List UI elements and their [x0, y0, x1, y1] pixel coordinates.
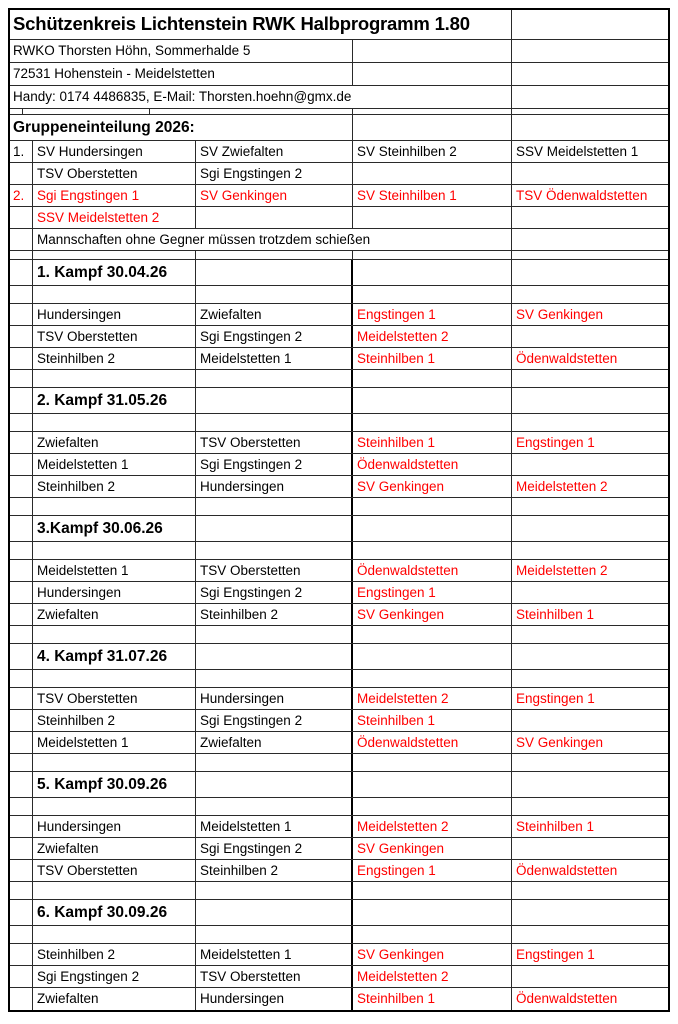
empty-cell	[353, 40, 512, 62]
kampf-title: 3.Kampf 30.06.26	[33, 516, 196, 541]
empty-cell	[196, 798, 353, 815]
grouping-heading: Gruppeneinteilung 2026:	[10, 115, 353, 140]
empty-cell	[353, 900, 512, 925]
kampf-title-row	[10, 644, 668, 670]
match-row	[10, 944, 668, 966]
empty-cell	[10, 476, 33, 497]
document-title: Schützenkreis Lichtenstein RWK Halbprogramm 1.80	[10, 10, 512, 39]
empty-cell	[33, 926, 196, 943]
team-cell	[353, 207, 512, 228]
team-cell: Steinhilben 2	[33, 348, 196, 369]
team-cell: Hundersingen	[196, 988, 353, 1010]
team-cell: Steinhilben 2	[196, 860, 353, 881]
team-cell: SV Zwiefalten	[196, 141, 353, 162]
match-row	[10, 860, 668, 882]
kampf-title-row	[10, 260, 668, 286]
empty-cell	[33, 286, 196, 303]
spacer-row	[10, 370, 668, 388]
match-row	[10, 582, 668, 604]
match-row	[10, 710, 668, 732]
empty-cell	[512, 10, 668, 39]
spacer-row	[10, 286, 668, 304]
empty-cell	[353, 109, 512, 114]
spacer-row	[10, 542, 668, 560]
empty-cell	[353, 370, 512, 387]
contact-row	[10, 63, 668, 86]
team-cell: TSV Oberstetten	[196, 560, 353, 581]
empty-cell	[512, 772, 668, 797]
empty-cell	[512, 498, 668, 515]
team-cell	[512, 838, 668, 859]
team-cell: Hundersingen	[33, 582, 196, 603]
spacer-row	[10, 798, 668, 816]
empty-cell	[353, 286, 512, 303]
group-number	[10, 207, 33, 228]
empty-cell	[10, 860, 33, 881]
team-cell: Hundersingen	[196, 476, 353, 497]
team-cell: SV Genkingen	[196, 185, 353, 206]
team-cell	[512, 454, 668, 475]
team-cell: Steinhilben 1	[353, 432, 512, 453]
team-cell: Meidelstetten 2	[353, 816, 512, 837]
empty-cell	[10, 260, 33, 285]
match-row	[10, 476, 668, 498]
empty-cell	[33, 798, 196, 815]
empty-cell	[196, 644, 353, 669]
empty-cell	[10, 688, 33, 709]
team-cell: Sgi Engstingen 2	[196, 163, 353, 184]
empty-cell	[353, 498, 512, 515]
empty-cell	[10, 498, 33, 515]
empty-cell	[10, 286, 33, 303]
team-cell	[512, 582, 668, 603]
team-cell: Ödenwaldstetten	[516, 991, 618, 1007]
empty-cell	[512, 370, 668, 387]
empty-cell	[196, 926, 353, 943]
empty-cell	[10, 966, 33, 987]
empty-cell	[10, 926, 33, 943]
spacer-row	[10, 251, 668, 260]
team-cell: Meidelstetten 1	[196, 816, 353, 837]
empty-cell	[10, 326, 33, 347]
empty-cell	[10, 582, 33, 603]
empty-cell	[512, 798, 668, 815]
team-cell: TSV Oberstetten	[33, 163, 196, 184]
team-cell: Steinhilben 2	[33, 710, 196, 731]
contact-phone-email: Handy: 0174 4486835, E-Mail: Thorsten.hoehn@gmx.de	[10, 86, 512, 108]
empty-cell	[10, 670, 33, 687]
match-row	[10, 604, 668, 626]
team-cell	[512, 966, 668, 987]
team-cell: Zwiefalten	[33, 604, 196, 625]
empty-cell	[353, 251, 512, 259]
empty-cell	[512, 542, 668, 559]
team-cell: TSV Oberstetten	[33, 860, 196, 881]
empty-cell	[10, 988, 33, 1010]
team-cell: TSV Oberstetten	[33, 688, 196, 709]
team-cell: Engstingen 1	[516, 434, 595, 450]
team-cell: Meidelstetten 2	[516, 478, 608, 494]
empty-cell	[512, 40, 668, 62]
empty-cell	[10, 900, 33, 925]
empty-cell	[353, 516, 512, 541]
empty-cell	[512, 388, 668, 413]
team-cell: Meidelstetten 1	[196, 944, 353, 965]
empty-cell	[196, 772, 353, 797]
empty-cell	[10, 251, 33, 259]
team-cell: Steinhilben 2	[33, 944, 196, 965]
team-cell: Steinhilben 2	[196, 604, 353, 625]
team-cell: Zwiefalten	[196, 732, 353, 753]
empty-cell	[512, 626, 668, 643]
kampf-title: 6. Kampf 30.09.26	[33, 900, 196, 925]
team-cell: Hundersingen	[196, 688, 353, 709]
team-cell: Sgi Engstingen 2	[33, 966, 196, 987]
schedule-table	[8, 8, 670, 1012]
empty-cell	[33, 370, 196, 387]
empty-cell	[33, 626, 196, 643]
empty-cell	[196, 370, 353, 387]
kampf-title: 5. Kampf 30.09.26	[33, 772, 196, 797]
team-cell: SV Genkingen	[353, 476, 512, 497]
team-cell: SV Genkingen	[353, 838, 512, 859]
empty-cell	[33, 498, 196, 515]
contact-row	[10, 86, 668, 109]
empty-cell	[512, 286, 668, 303]
team-cell: Sgi Engstingen 2	[196, 326, 353, 347]
spacer-row	[10, 670, 668, 688]
empty-cell	[196, 286, 353, 303]
team-cell: SV Genkingen	[353, 944, 512, 965]
team-cell: Meidelstetten 1	[33, 454, 196, 475]
empty-cell	[353, 644, 512, 669]
empty-cell	[353, 388, 512, 413]
match-row	[10, 688, 668, 710]
group-row	[10, 185, 668, 207]
team-cell: Meidelstetten 2	[353, 326, 512, 347]
team-cell: Ödenwaldstetten	[353, 560, 512, 581]
empty-cell	[512, 644, 668, 669]
team-cell: Ödenwaldstetten	[353, 732, 512, 753]
team-cell: Steinhilben 2	[33, 476, 196, 497]
empty-cell	[33, 882, 196, 899]
team-cell: TSV Oberstetten	[33, 326, 196, 347]
team-cell: Engstingen 1	[353, 582, 512, 603]
team-cell: Hundersingen	[33, 304, 196, 325]
empty-cell	[196, 542, 353, 559]
team-cell: Ödenwaldstetten	[353, 454, 512, 475]
empty-cell	[512, 670, 668, 687]
team-cell: TSV Oberstetten	[196, 966, 353, 987]
team-cell	[512, 326, 668, 347]
match-row	[10, 348, 668, 370]
team-cell: TSV Oberstetten	[196, 432, 353, 453]
team-cell	[353, 163, 512, 184]
empty-cell	[512, 86, 668, 108]
empty-cell	[33, 542, 196, 559]
team-cell: Sgi Engstingen 2	[196, 454, 353, 475]
empty-cell	[512, 900, 668, 925]
empty-cell	[196, 498, 353, 515]
empty-cell	[353, 772, 512, 797]
team-cell: Zwiefalten	[33, 432, 196, 453]
empty-cell	[23, 109, 150, 114]
empty-cell	[353, 926, 512, 943]
match-row	[10, 838, 668, 860]
group-number: 2.	[10, 185, 33, 206]
empty-cell	[10, 710, 33, 731]
kampf-title-row	[10, 772, 668, 798]
empty-cell	[33, 754, 196, 771]
empty-cell	[10, 516, 33, 541]
team-cell: SV Genkingen	[353, 604, 512, 625]
team-cell: Ödenwaldstetten	[516, 350, 618, 366]
kampf-title: 1. Kampf 30.04.26	[33, 260, 196, 285]
group-row	[10, 207, 668, 229]
empty-cell	[10, 798, 33, 815]
team-cell: Steinhilben 1	[516, 606, 595, 622]
team-cell: Sgi Engstingen 2	[196, 582, 353, 603]
note-text: Mannschaften ohne Gegner müssen trotzdem schießen	[33, 229, 512, 250]
team-cell: Meidelstetten 2	[353, 688, 512, 709]
contact-name: RWKO Thorsten Höhn, Sommerhalde 5	[10, 40, 353, 62]
team-cell: Steinhilben 1	[516, 818, 595, 834]
team-cell: Engstingen 1	[353, 304, 512, 325]
empty-cell	[196, 900, 353, 925]
empty-cell	[10, 432, 33, 453]
team-cell: SSV Meidelstetten 1	[516, 143, 639, 159]
team-cell: SV Steinhilben 1	[353, 185, 512, 206]
team-cell	[196, 207, 353, 228]
team-cell	[512, 163, 668, 184]
empty-cell	[196, 626, 353, 643]
match-row	[10, 454, 668, 476]
group-row	[10, 141, 668, 163]
empty-cell	[196, 260, 353, 285]
spacer-row	[10, 926, 668, 944]
team-cell: Zwiefalten	[196, 304, 353, 325]
team-cell: SV Steinhilben 2	[353, 141, 512, 162]
spacer-row	[10, 754, 668, 772]
empty-cell	[353, 798, 512, 815]
empty-cell	[10, 772, 33, 797]
empty-cell	[512, 926, 668, 943]
empty-cell	[353, 882, 512, 899]
empty-cell	[33, 414, 196, 431]
empty-cell	[512, 109, 668, 114]
team-cell: Meidelstetten 2	[516, 562, 608, 578]
team-cell: Ödenwaldstetten	[516, 862, 618, 878]
match-row	[10, 816, 668, 838]
team-cell: Steinhilben 1	[353, 710, 512, 731]
team-cell: Sgi Engstingen 1	[33, 185, 196, 206]
team-cell: Sgi Engstingen 2	[196, 710, 353, 731]
empty-cell	[196, 516, 353, 541]
team-cell: Zwiefalten	[33, 838, 196, 859]
empty-cell	[10, 454, 33, 475]
empty-cell	[10, 542, 33, 559]
empty-cell	[10, 388, 33, 413]
kampf-title: 2. Kampf 31.05.26	[33, 388, 196, 413]
team-cell: TSV Ödenwaldstetten	[516, 187, 648, 203]
group-number: 1.	[10, 141, 33, 162]
empty-cell	[10, 560, 33, 581]
team-cell: Meidelstetten 1	[33, 732, 196, 753]
empty-cell	[353, 754, 512, 771]
title-row	[10, 10, 668, 40]
empty-cell	[512, 251, 668, 259]
empty-cell	[10, 229, 33, 250]
team-cell: Zwiefalten	[33, 988, 196, 1010]
empty-cell	[10, 414, 33, 431]
empty-cell	[10, 348, 33, 369]
empty-cell	[512, 516, 668, 541]
empty-cell	[512, 115, 668, 140]
match-row	[10, 560, 668, 582]
team-cell: Engstingen 1	[516, 690, 595, 706]
empty-cell	[353, 260, 512, 285]
empty-cell	[353, 63, 512, 85]
match-row	[10, 326, 668, 348]
team-cell: Meidelstetten 2	[353, 966, 512, 987]
empty-cell	[150, 109, 353, 114]
contact-row	[10, 40, 668, 63]
empty-cell	[10, 109, 23, 114]
empty-cell	[196, 251, 353, 259]
empty-cell	[196, 414, 353, 431]
empty-cell	[10, 304, 33, 325]
team-cell: SSV Meidelstetten 2	[33, 207, 196, 228]
empty-cell	[10, 732, 33, 753]
spacer-row	[10, 626, 668, 644]
empty-cell	[196, 388, 353, 413]
kampf-title-row	[10, 516, 668, 542]
empty-cell	[10, 626, 33, 643]
team-cell: SV Genkingen	[516, 306, 604, 322]
empty-cell	[33, 251, 196, 259]
team-cell	[512, 207, 668, 228]
match-row	[10, 988, 668, 1010]
team-cell	[512, 710, 668, 731]
empty-cell	[353, 542, 512, 559]
empty-cell	[353, 626, 512, 643]
spacer-row	[10, 882, 668, 900]
kampf-title: 4. Kampf 31.07.26	[33, 644, 196, 669]
match-row	[10, 432, 668, 454]
group-row	[10, 163, 668, 185]
spacer-row	[10, 414, 668, 432]
empty-cell	[10, 944, 33, 965]
empty-cell	[512, 882, 668, 899]
empty-cell	[10, 838, 33, 859]
spacer-row	[10, 498, 668, 516]
team-cell: Engstingen 1	[516, 946, 595, 962]
kampf-title-row	[10, 388, 668, 414]
empty-cell	[10, 882, 33, 899]
match-row	[10, 732, 668, 754]
team-cell: Meidelstetten 1	[196, 348, 353, 369]
empty-cell	[10, 644, 33, 669]
empty-cell	[196, 754, 353, 771]
empty-cell	[10, 604, 33, 625]
empty-cell	[353, 414, 512, 431]
team-cell: Meidelstetten 1	[33, 560, 196, 581]
empty-cell	[512, 414, 668, 431]
team-cell: SV Genkingen	[516, 734, 604, 750]
empty-cell	[353, 670, 512, 687]
empty-cell	[512, 229, 668, 250]
team-cell: SV Hundersingen	[33, 141, 196, 162]
empty-cell	[512, 260, 668, 285]
empty-cell	[10, 370, 33, 387]
match-row	[10, 304, 668, 326]
team-cell: Steinhilben 1	[353, 988, 512, 1010]
empty-cell	[512, 63, 668, 85]
empty-cell	[512, 754, 668, 771]
empty-cell	[33, 670, 196, 687]
note-row	[10, 229, 668, 251]
team-cell: Hundersingen	[33, 816, 196, 837]
match-row	[10, 966, 668, 988]
empty-cell	[353, 115, 512, 140]
team-cell: Engstingen 1	[353, 860, 512, 881]
contact-address: 72531 Hohenstein - Meidelstetten	[10, 63, 353, 85]
empty-cell	[196, 882, 353, 899]
grouping-heading-row	[10, 115, 668, 141]
team-cell: Sgi Engstingen 2	[196, 838, 353, 859]
empty-cell	[10, 754, 33, 771]
empty-cell	[196, 670, 353, 687]
team-cell: Steinhilben 1	[353, 348, 512, 369]
empty-cell	[10, 816, 33, 837]
kampf-title-row	[10, 900, 668, 926]
group-number	[10, 163, 33, 184]
